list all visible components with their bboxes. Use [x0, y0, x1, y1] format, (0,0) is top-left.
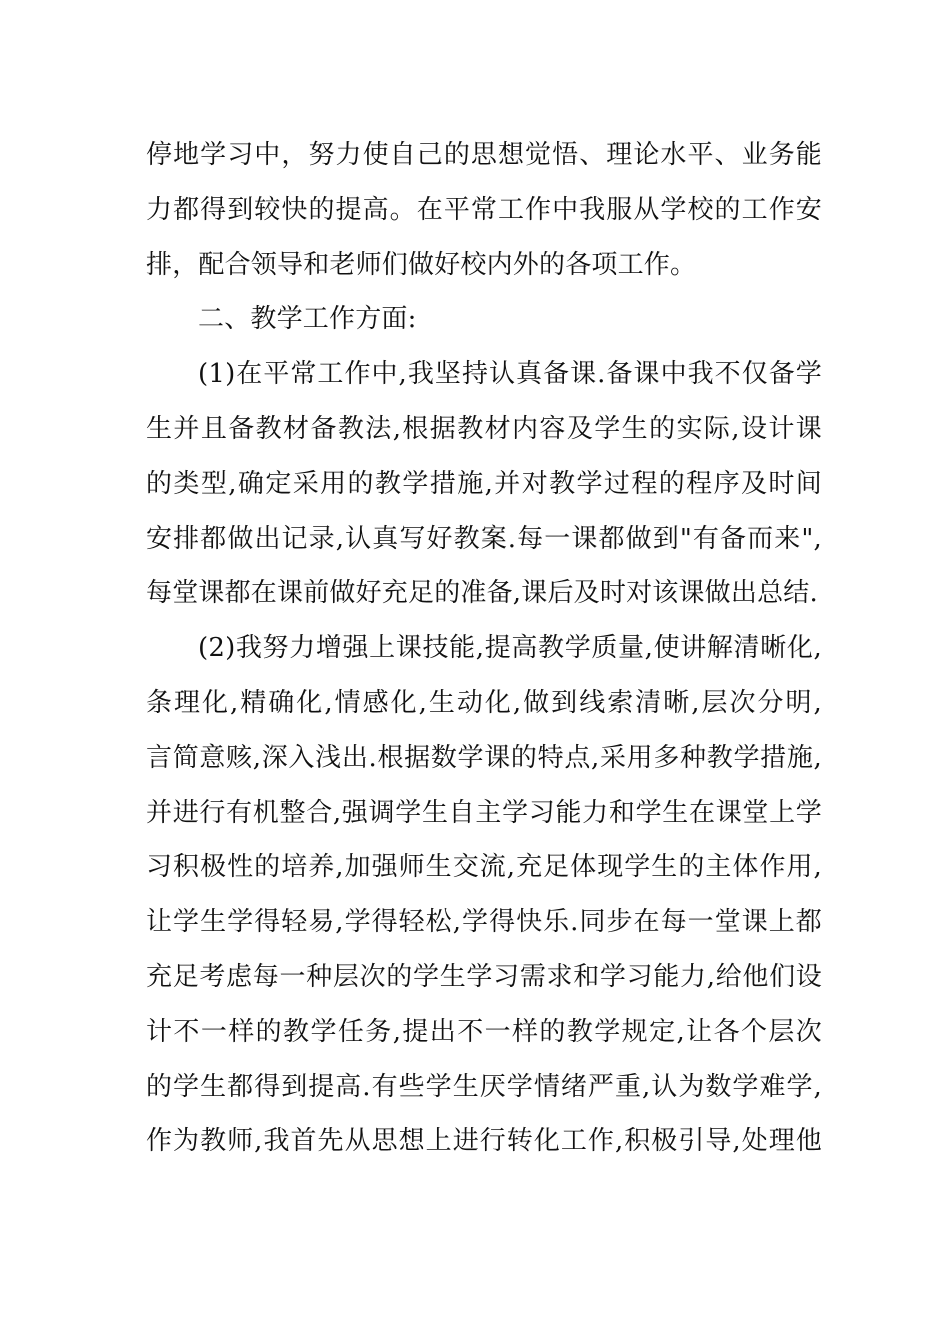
- paragraph-line: 的学生都得到提高.有些学生厌学情绪严重,认为数学难学,: [146, 1071, 822, 1102]
- paragraph-line: 作为教师,我首先从思想上进行转化工作,积极引导,处理他: [146, 1126, 822, 1157]
- paragraph-line: 安排都做出记录,认真写好教案.每一课都做到"有备而来",: [146, 523, 822, 554]
- paragraph-line: 生并且备教材备教法,根据教材内容及学生的实际,设计课: [146, 413, 822, 444]
- paragraph-line: 充足考虑每一种层次的学生学习需求和学习能力,给他们设: [146, 961, 822, 992]
- paragraph-line: 的类型,确定采用的教学措施,并对教学过程的程序及时间: [146, 468, 822, 499]
- paragraph-line: 习积极性的培养,加强师生交流,充足体现学生的主体作用,: [146, 852, 822, 883]
- document-body: [146, 128, 822, 1169]
- paragraph-line: 排，配合领导和老师们做好校内外的各项工作。: [146, 249, 697, 280]
- paragraph-line: 条理化,精确化,情感化,生动化,做到线索清晰,层次分明,: [146, 687, 822, 718]
- paragraph-line: 停地学习中，努力使自己的思想觉悟、理论水平、业务能: [146, 140, 822, 170]
- section-heading: 二、教学工作方面:: [198, 304, 417, 335]
- paragraph-line: 让学生学得轻易,学得轻松,学得快乐.同步在每一堂课上都: [146, 907, 822, 938]
- paragraph-line: 每堂课都在课前做好充足的准备,课后及时对该课做出总结.: [146, 578, 818, 609]
- paragraph-line: 力都得到较快的提高。在平常工作中我服从学校的工作安: [146, 194, 822, 225]
- paragraph-line: (1)在平常工作中,我坚持认真备课.备课中我不仅备学: [198, 359, 822, 390]
- paragraph-line: 计不一样的教学任务,提出不一样的教学规定,让各个层次: [146, 1016, 822, 1047]
- paragraph-line: 并进行有机整合,强调学生自主学习能力和学生在课堂上学: [146, 797, 822, 828]
- paragraph-line: 言简意赅,深入浅出.根据数学课的特点,采用多种教学措施,: [146, 742, 822, 773]
- paragraph-line: (2)我努力增强上课技能,提高教学质量,使讲解清晰化,: [198, 633, 822, 664]
